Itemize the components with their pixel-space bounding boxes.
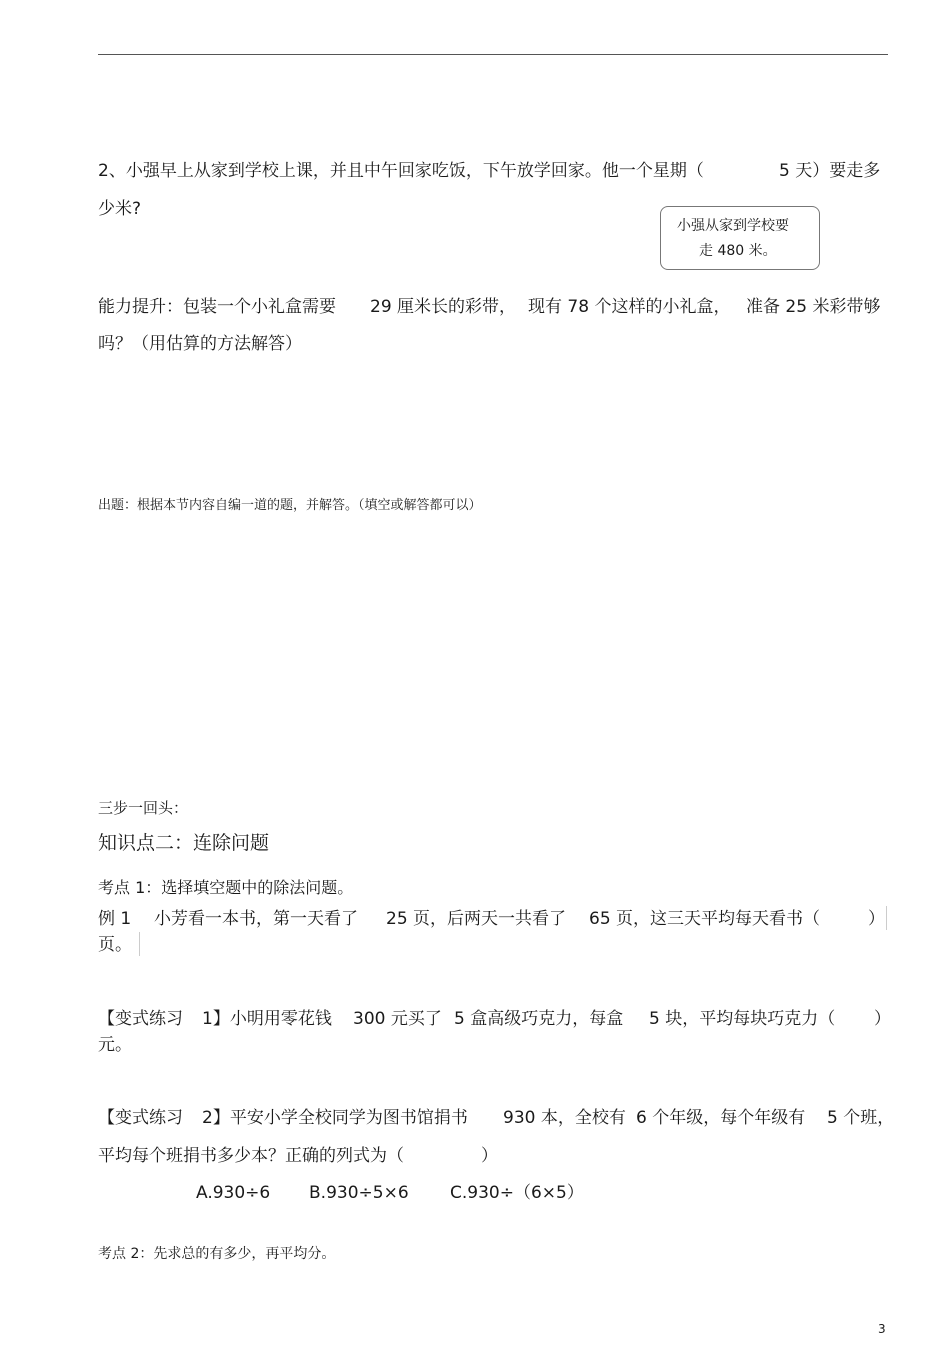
var2-option-c: C.930÷（6×5） (450, 1183, 584, 1203)
example1-text-c: 25 页，后两天一共看了 (386, 909, 567, 929)
ability-line1a: 能力提升：包装一个小礼盒需要 (98, 297, 336, 317)
example1-label: 例 1 (98, 909, 132, 929)
kaodian2-text: 考点 2：先求总的有多少，再平均分。 (98, 1246, 336, 1262)
var2-option-b: B.930÷5×6 (309, 1183, 409, 1203)
var1-text-b: 1】小明用零花钱 (202, 1009, 332, 1029)
kaodian1-text: 考点 1：选择填空题中的除法问题。 (98, 878, 354, 897)
var2-text-c: 930 本，全校有 (503, 1108, 626, 1128)
q2-text-line1b: 5 天）要走多 (779, 161, 881, 181)
example1-edge (886, 906, 887, 930)
var2-text-d: 6 个年级，每个年级有 (636, 1108, 806, 1128)
make-question-text: 出题：根据本节内容自编一道的题，并解答。（填空或解答都可以） (98, 498, 482, 513)
header-rule (98, 54, 888, 55)
example1-line2: 页。 (98, 935, 132, 955)
review-heading: 三步一回头： (98, 799, 189, 817)
example1-text-b: 小芳看一本书，第一天看了 (154, 909, 358, 929)
kp2-title: 知识点二：连除问题 (98, 832, 270, 854)
var1-text-c: 300 元买了 (353, 1009, 442, 1029)
q2-text-line2: 少米? (98, 199, 142, 219)
callout-line1: 小强从家到学校要 (677, 218, 789, 234)
example1-text-e: ） (868, 909, 885, 929)
example1-divider (139, 932, 140, 956)
callout-box (660, 206, 820, 270)
callout-line2: 走 480 米。 (699, 243, 777, 259)
var2-text-a: 【变式练习 (98, 1108, 183, 1128)
q2-text-line1a: 2、小强早上从家到学校上课，并且中午回家吃饭，下午放学回家。他一个星期（ (98, 161, 704, 181)
var1-text-e: 5 块，平均每块巧克力（ (649, 1009, 836, 1029)
var1-text-f: ） (874, 1009, 891, 1029)
page-number: 3 (878, 1322, 886, 1336)
var2-option-a: A.930÷6 (196, 1183, 271, 1203)
var2-line2a: 平均每个班捐书多少本？正确的列式为（ (98, 1146, 404, 1166)
ability-line1c: 现有 78 个这样的小礼盒， (528, 297, 731, 317)
ability-line2: 吗？（用估算的方法解答） (98, 334, 302, 354)
var1-text-a: 【变式练习 (98, 1009, 183, 1029)
example1-text-d: 65 页，这三天平均每天看书（ (589, 909, 821, 929)
var1-text-d: 5 盒高级巧克力，每盒 (454, 1009, 624, 1029)
var1-line2: 元。 (98, 1035, 132, 1055)
ability-line1d: 准备 25 米彩带够 (746, 297, 881, 317)
var2-text-b: 2】平安小学全校同学为图书馆捐书 (202, 1108, 468, 1128)
var2-text-e: 5 个班， (827, 1108, 895, 1128)
var2-line2b: ） (481, 1146, 498, 1166)
ability-line1b: 29 厘米长的彩带， (370, 297, 517, 317)
